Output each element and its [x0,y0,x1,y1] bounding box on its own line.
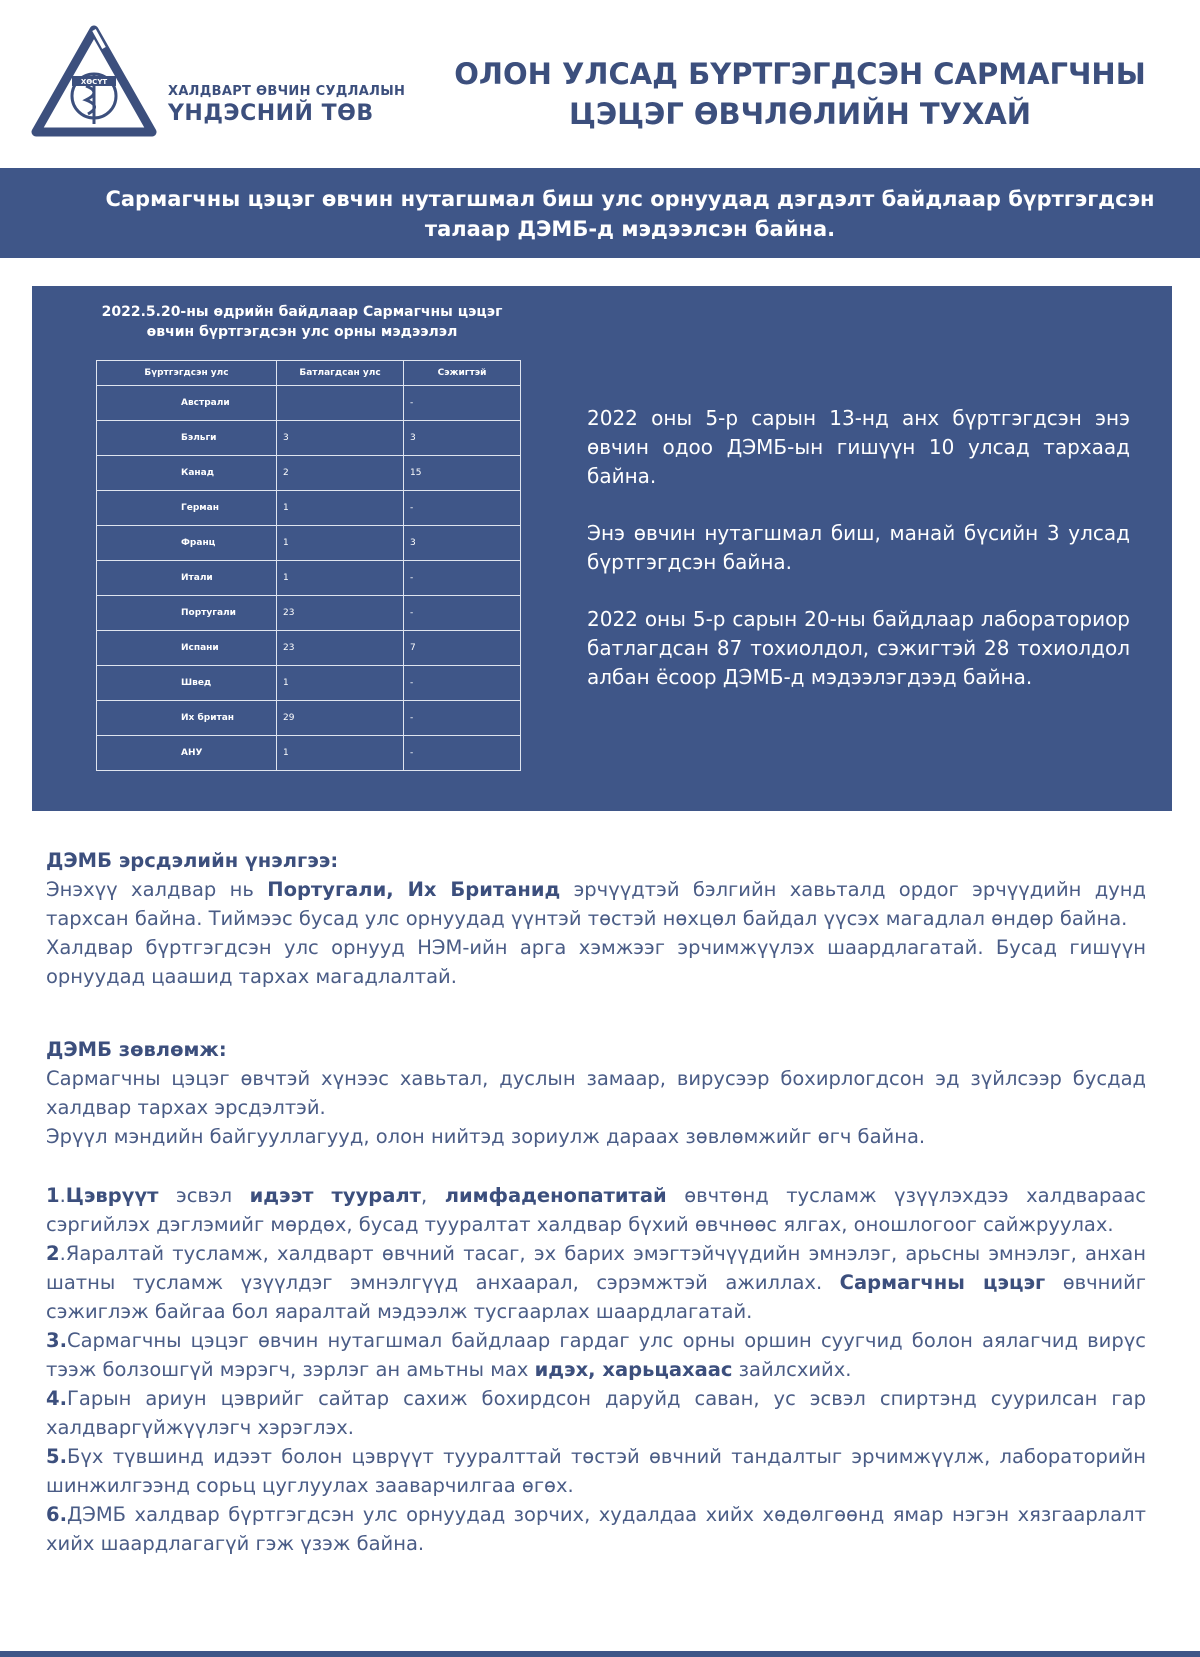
item-number: 6. [46,1503,67,1526]
text-span: Бүх түвшинд идээт болон цэврүүт тууралттай төстэй өвчний тандалтыг эрчимжүүлж, лабораторийн шинжилгээнд сорьц цуглуулах зааварчилгаа өгөх. [46,1445,1146,1497]
table-row [97,666,521,701]
item-number: 2 [46,1242,60,1265]
header [0,0,1200,168]
confirmed-cell: 1 [277,736,404,771]
country-cell: Герман [97,491,277,526]
organization-logo-icon [30,24,158,140]
header-country: Бүртгэгдсэн улс [97,361,277,386]
advice-item-4 [46,1384,1146,1442]
table-header-row [97,361,521,386]
risk-paragraph-1 [46,875,1146,933]
bold-span: идэх, харьцахаас [534,1358,733,1381]
logo-badge: ХӨСҮТ [80,78,108,86]
country-cell: Бэльги [97,421,277,456]
text-span: өвчтөнд тусламж үзүүлэхдээ халдвараас сэргийлэх дэглэмийг мөрдөх, бусад тууралтат халдвар бүхий өвчнөөс ялгах, оношлогоог сайжруулах. [46,1184,1147,1236]
table-row [97,491,521,526]
confirmed-cell [277,386,404,421]
text-span: өвчнийг сэжиглэж байгаа бол яаралтай мэдээлж тусгаарлах шаардлагатай. [46,1271,1147,1323]
item-number: 5. [46,1445,67,1468]
table-row [97,631,521,666]
suspected-cell: - [404,596,521,631]
country-cell: Итали [97,561,277,596]
table-row [97,736,521,771]
suspected-cell: 15 [404,456,521,491]
suspected-cell: - [404,491,521,526]
info-panel [32,286,1172,811]
text-span: Энэхүү халдвар нь [46,878,268,901]
suspected-cell: - [404,561,521,596]
header-confirmed: Батлагдсан улс [277,361,404,386]
banner-text [80,184,1180,244]
summary-paragraph-2: Энэ өвчин нутагшмал биш, манай бүсийн 3 улсад бүртгэгдсэн байна. [587,521,1130,574]
country-cell: АНУ [97,736,277,771]
item-number: 4. [46,1387,67,1410]
risk-heading: ДЭМБ эрсдэлийн үнэлгээ: [46,849,339,872]
banner-line2: талаар ДЭМБ-д мэдээлсэн байна. [424,217,836,241]
confirmed-cell: 23 [277,631,404,666]
advice-paragraph-1: Сармагчны цэцэг өвчтэй хүнээс хавьтал, дуслын замаар, вирусээр бохирлогдсон эд зүйлсээр бусдад халдвар тархах эрсдэлтэй. [46,1067,1146,1119]
table-title-line1: 2022.5.20-ны өдрийн байдлаар Сармагчны цэцэг [101,304,503,320]
country-cell: Их британ [97,701,277,736]
table-row [97,561,521,596]
table-row [97,421,521,456]
text-span: эрчүүдтэй бэлгийн хавьталд ордог эрчүүдийн дунд тархсан байна. Тиймээс бусад улс орнуудад үүнтэй төстэй нөхцөл байдал үүсэх магадлал өндөр байна. [46,878,1146,930]
table-title-line2: өвчин бүртгэгдсэн улс орны мэдээлэл [146,324,458,340]
bold-span: идээт тууралт [249,1184,421,1207]
advice-heading: ДЭМБ зөвлөмж: [46,1038,227,1061]
suspected-cell: 7 [404,631,521,666]
country-cell: Португали [97,596,277,631]
header-suspected: Сэжигтэй [404,361,521,386]
confirmed-cell: 2 [277,456,404,491]
page-title-line2: ЦЭЦЭГ ӨВЧЛӨЛИЙН ТУХАЙ [568,97,1032,131]
text-span: Гарын ариун цэврийг сайтар сахиж бохирдсон даруйд саван, ус эсвэл спиртэнд суурилсан гар халдваргүйжүүлэгч хэрэглэх. [46,1387,1146,1439]
banner-line1: Сармагчны цэцэг өвчин нутагшмал биш улс орнуудад дэгдэлт байдлаар бүртгэгдсэн [105,187,1155,211]
text-span: ДЭМБ халдвар бүртгэгдсэн улс орнуудад зорчих, худалдаа хийх хөдөлгөөнд ямар нэгэн хязгаарлалт хийх шаардлагагүй гэж үзэж байна. [46,1503,1146,1555]
confirmed-cell: 3 [277,421,404,456]
country-cell: Канад [97,456,277,491]
text-span: . [59,1184,66,1207]
bold-span: лимфаденопатитай [444,1184,667,1207]
suspected-cell: - [404,701,521,736]
country-cell: Испани [97,631,277,666]
table-row [97,526,521,561]
confirmed-cell: 1 [277,526,404,561]
country-cases-table [96,360,521,771]
text-span: , [420,1184,445,1207]
spacer [46,1151,1146,1181]
text-span: эсвэл [158,1184,250,1207]
bold-span: Португали, Их Британид [267,878,561,901]
table-row [97,456,521,491]
summary-paragraph-1: 2022 оны 5-р сарын 13-нд анх бүртгэгдсэн энэ өвчин одоо ДЭМБ-ын гишүүн 10 улсад тархаад байна. [587,406,1130,488]
advice-item-2 [46,1239,1146,1326]
summary-paragraph-3: 2022 оны 5-р сарын 20-ны байдлаар лабораториор батлагдсан 87 тохиолдол, сэжигтэй 28 тохиолдол албан ёсоор ДЭМБ-д мэдээлэгдээд байна. [587,607,1130,689]
advice-item-5 [46,1442,1146,1500]
advice-item-3 [46,1326,1146,1384]
suspected-cell: 3 [404,526,521,561]
suspected-cell: - [404,386,521,421]
panel-summary [587,404,1130,720]
country-cell: Австрали [97,386,277,421]
advice-item-6 [46,1500,1146,1558]
bold-span: Цэврүүт [65,1184,159,1207]
organization-name-line1: ХАЛДВАРТ ӨВЧИН СУДЛАЛЫН [168,84,406,99]
table-row [97,596,521,631]
announcement-banner [0,168,1200,258]
organization-name-line2: ҮНДЭСНИЙ ТӨВ [168,101,374,126]
confirmed-cell: 1 [277,666,404,701]
suspected-cell: - [404,666,521,701]
item-number: 3. [46,1329,67,1352]
country-cell: Швед [97,666,277,701]
table-row [97,386,521,421]
footer-bar [0,1651,1200,1657]
table-row [97,701,521,736]
page-title [440,54,1160,134]
advice-item-1 [46,1181,1146,1239]
article-body [46,846,1146,1558]
item-number: 1 [46,1184,60,1207]
text-span: Сармагчны цэцэг өвчин нутагшмал байдлаар гардаг улс орны оршин суугчид болон аялагчид вирүс тээж болзошгүй мэрэгч, зэрлэг ан амьтны мах [46,1329,1146,1381]
country-cell: Франц [97,526,277,561]
text-span: зайлсхийх. [732,1358,852,1381]
confirmed-cell: 1 [277,491,404,526]
text-span: .Яаралтай тусламж, халдварт өвчний тасаг, эх барих эмэгтэйчүүдийн эмнэлэг, арьсны эмнэлэг, анхан шатны тусламж үзүүлдэг эмнэлгүүд анхаарал, сэрэмжтэй ажиллах. [46,1242,1146,1294]
page-title-line1: ОЛОН УЛСАД БҮРТГЭГДСЭН САРМАГЧНЫ [454,57,1146,91]
suspected-cell: 3 [404,421,521,456]
suspected-cell: - [404,736,521,771]
confirmed-cell: 1 [277,561,404,596]
spacer [46,991,1146,1035]
bold-span: Сармагчны цэцэг [839,1271,1046,1294]
advice-paragraph-2: Эрүүл мэндийн байгууллагууд, олон нийтэд зориулж дараах зөвлөмжийг өгч байна. [46,1125,926,1148]
organization-name [168,84,405,126]
table-title [92,302,512,342]
confirmed-cell: 29 [277,701,404,736]
risk-paragraph-2: Халдвар бүртгэгдсэн улс орнууд НЭМ-ийн арга хэмжээг эрчимжүүлэх шаардлагатай. Бусад гишүүн орнуудад цаашид тархах магадлалтай. [46,936,1146,988]
confirmed-cell: 23 [277,596,404,631]
